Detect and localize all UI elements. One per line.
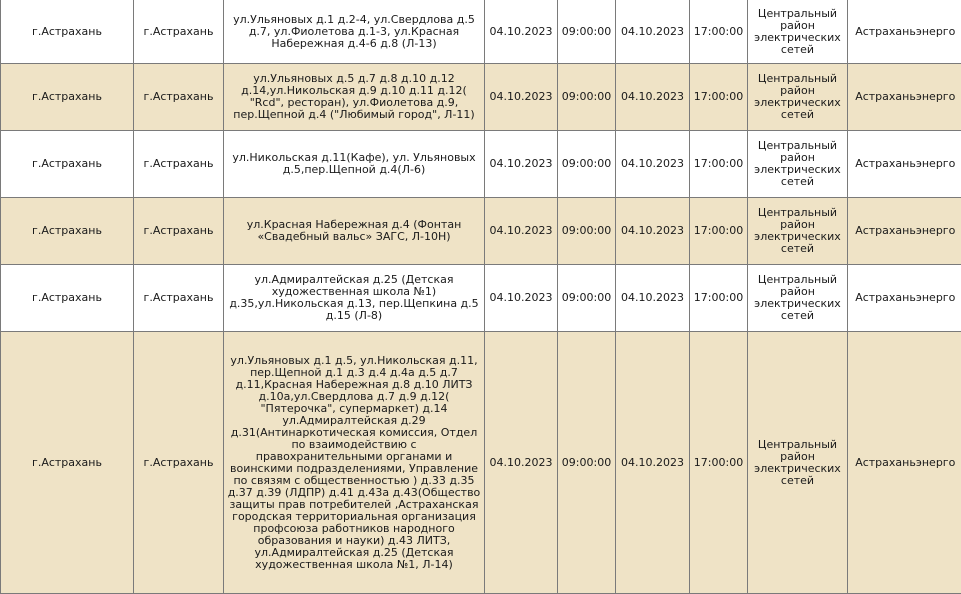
locality-cell: г.Астрахань [1,64,134,131]
settlement-cell: г.Астрахань [134,131,224,198]
settlement-cell: г.Астрахань [134,265,224,332]
end-date-cell: 04.10.2023 [616,265,690,332]
locality-cell: г.Астрахань [1,131,134,198]
start-date-cell: 04.10.2023 [485,265,558,332]
company-cell: Астраханьэнерго [848,265,961,332]
settlement-cell: г.Астрахань [134,64,224,131]
address-cell: ул.Ульяновых д.1 д.5, ул.Никольская д.11, пер.Щепной д.1 д.3 д.4 д.4а д.5 д.7 д.11,Красная Набережная д.8 д.10 ЛИТЗ д.10а,ул.Свердлова д.7 д.9 д.12( "Пятерочка", супермаркет) д.14 ул.Адмиралтейская д.29 д.31(Антинаркотическая комиссия, Отдел по взаимодействию с правохранительными органами и воинскими подразделениями, Управление по связям с общественностью ) д.33 д.35 д.37 д.39 (ЛДПР) д.41 д.43а д.43(Общество защиты прав потребителей ,Астраханская городская территориальная организация профсоюза работников народного образования и науки) д.43 ЛИТЗ, ул.Адмиралтейская д.25 (Детская художественная школа №1, Л-14) [224,332,485,594]
start-time-cell: 09:00:00 [558,64,616,131]
end-date-cell: 04.10.2023 [616,64,690,131]
address-cell: ул.Адмиралтейская д.25 (Детская художественная школа №1) д.35,ул.Никольская д.13, пер.Щепкина д.5 д.15 (Л-8) [224,265,485,332]
district-cell: Центральный район электрических сетей [748,265,848,332]
table-row [1,198,961,265]
table-row [1,131,961,198]
district-cell: Центральный район электрических сетей [748,64,848,131]
start-date-cell: 04.10.2023 [485,0,558,64]
address-cell: ул.Ульяновых д.1 д.2-4, ул.Свердлова д.5 д.7, ул.Фиолетова д.1-3, ул.Красная Набережная д.4-6 д.8 (Л-13) [224,0,485,64]
start-date-cell: 04.10.2023 [485,332,558,594]
district-cell: Центральный район электрических сетей [748,332,848,594]
district-cell: Центральный район электрических сетей [748,198,848,265]
end-time-cell: 17:00:00 [690,64,748,131]
table-row [1,265,961,332]
locality-cell: г.Астрахань [1,265,134,332]
company-cell: Астраханьэнерго [848,0,961,64]
locality-cell: г.Астрахань [1,198,134,265]
end-date-cell: 04.10.2023 [616,332,690,594]
end-date-cell: 04.10.2023 [616,198,690,265]
settlement-cell: г.Астрахань [134,0,224,64]
table-row [1,332,961,594]
end-time-cell: 17:00:00 [690,332,748,594]
settlement-cell: г.Астрахань [134,332,224,594]
start-time-cell: 09:00:00 [558,131,616,198]
end-time-cell: 17:00:00 [690,198,748,265]
address-cell: ул.Ульяновых д.5 д.7 д.8 д.10 д.12 д.14,ул.Никольская д.9 д.10 д.11 д.12( "Rcd", ресторан), ул.Фиолетова д.9, пер.Щепной д.4 ("Любимый город", Л-11) [224,64,485,131]
district-cell: Центральный район электрических сетей [748,0,848,64]
address-cell: ул.Красная Набережная д.4 (Фонтан «Свадебный вальс» ЗАГС, Л-10Н) [224,198,485,265]
locality-cell: г.Астрахань [1,332,134,594]
end-time-cell: 17:00:00 [690,265,748,332]
start-date-cell: 04.10.2023 [485,131,558,198]
table-row [1,0,961,64]
locality-cell: г.Астрахань [1,0,134,64]
start-date-cell: 04.10.2023 [485,64,558,131]
address-cell: ул.Никольская д.11(Кафе), ул. Ульяновых д.5,пер.Щепной д.4(Л-6) [224,131,485,198]
table-row [1,64,961,131]
company-cell: Астраханьэнерго [848,332,961,594]
start-time-cell: 09:00:00 [558,198,616,265]
start-date-cell: 04.10.2023 [485,198,558,265]
start-time-cell: 09:00:00 [558,0,616,64]
end-date-cell: 04.10.2023 [616,131,690,198]
district-cell: Центральный район электрических сетей [748,131,848,198]
end-date-cell: 04.10.2023 [616,0,690,64]
settlement-cell: г.Астрахань [134,198,224,265]
company-cell: Астраханьэнерго [848,131,961,198]
end-time-cell: 17:00:00 [690,0,748,64]
company-cell: Астраханьэнерго [848,198,961,265]
company-cell: Астраханьэнерго [848,64,961,131]
start-time-cell: 09:00:00 [558,265,616,332]
end-time-cell: 17:00:00 [690,131,748,198]
start-time-cell: 09:00:00 [558,332,616,594]
